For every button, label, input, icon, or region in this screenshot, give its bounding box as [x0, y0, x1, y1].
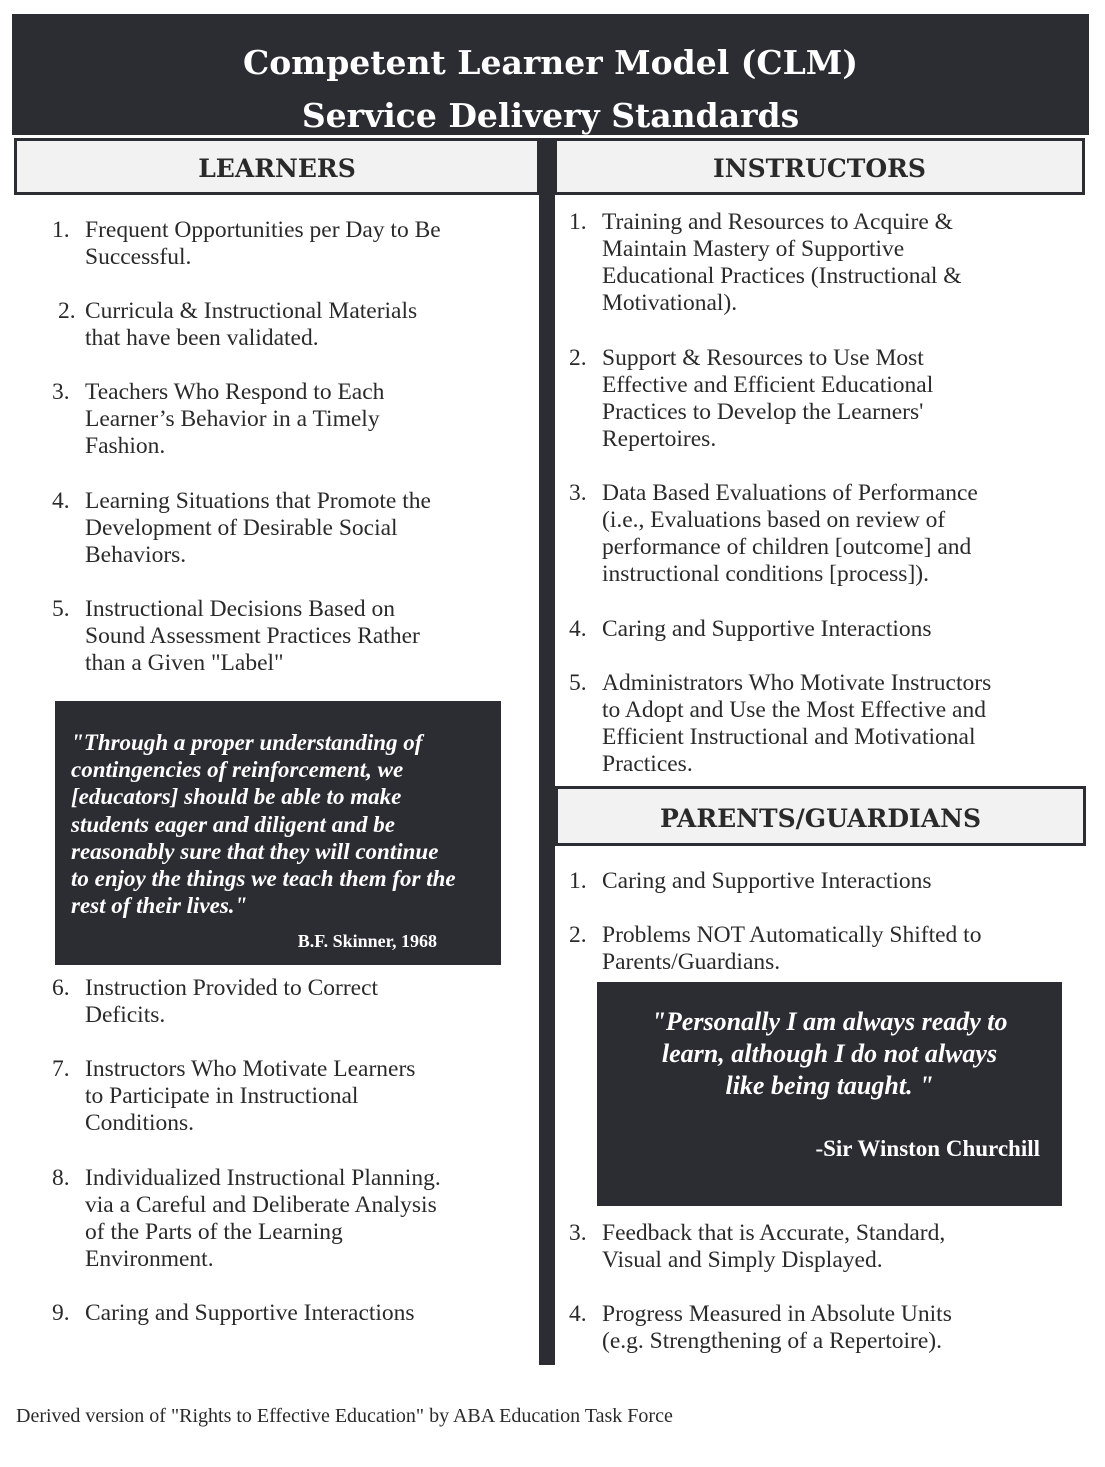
item-text: Feedback that is Accurate, Standard, Visual and Simply Displayed. — [602, 1220, 946, 1273]
item-number: 6. — [52, 975, 70, 1001]
title-line-2: Service Delivery Standards — [301, 96, 800, 135]
item-number: 4. — [569, 616, 587, 642]
item-number: 2. — [58, 298, 76, 324]
learners-heading — [14, 138, 540, 195]
item-number: 5. — [52, 596, 70, 622]
item-text: Teachers Who Respond to Each Learner’s Behavior in a Timely Fashion. — [85, 379, 385, 459]
item-text: Caring and Supportive Interactions — [602, 868, 932, 894]
item-number: 3. — [52, 379, 70, 405]
item-text: Instructional Decisions Based on Sound Assessment Practices Rather than a Given "Label" — [85, 596, 420, 676]
item-text: Training and Resources to Acquire & Maintain Mastery of Supportive Educational Practices (Instructional & Motivational). — [602, 209, 962, 316]
item-text: Progress Measured in Absolute Units (e.g. Strengthening of a Repertoire). — [602, 1301, 952, 1354]
item-text: Caring and Supportive Interactions — [602, 616, 932, 642]
item-number: 5. — [569, 670, 587, 696]
item-number: 2. — [569, 922, 587, 948]
instructors-heading — [554, 138, 1085, 195]
item-number: 2. — [569, 345, 587, 371]
skinner-quote-author: B.F. Skinner, 1968 — [297, 931, 437, 951]
item-text: Instructors Who Motivate Learners to Participate in Instructional Conditions. — [85, 1056, 416, 1136]
churchill-quote-author: -Sir Winston Churchill — [815, 1136, 1040, 1161]
item-number: 1. — [569, 868, 587, 894]
item-text: Data Based Evaluations of Performance (i.e., Evaluations based on review of performance of children [outcome] and instructional conditions [process]). — [602, 480, 978, 587]
instructors-heading-text: INSTRUCTORS — [713, 154, 926, 183]
churchill-quote-box — [597, 982, 1062, 1206]
item-text: Individualized Instructional Planning. via a Careful and Deliberate Analysis of the Parts of the Learning Environment. — [85, 1165, 441, 1272]
title-banner — [12, 14, 1089, 135]
item-text: Learning Situations that Promote the Development of Desirable Social Behaviors. — [85, 488, 431, 568]
item-number: 1. — [52, 217, 70, 243]
item-number: 1. — [569, 209, 587, 235]
item-text: Problems NOT Automatically Shifted to Parents/Guardians. — [602, 922, 982, 975]
learners-heading-text: LEARNERS — [198, 154, 356, 183]
item-number: 9. — [52, 1300, 70, 1326]
item-text: Frequent Opportunities per Day to Be Successful. — [85, 217, 441, 270]
item-number: 4. — [569, 1301, 587, 1327]
skinner-quote-box — [55, 701, 501, 965]
parents-heading — [555, 786, 1086, 846]
churchill-quote-text: "Personally I am always ready to learn, although I do not always like being taught. " — [651, 1007, 1008, 1100]
item-number: 8. — [52, 1165, 70, 1191]
column-divider — [539, 138, 555, 1365]
title-line-1: Competent Learner Model (CLM) — [243, 43, 858, 82]
item-number: 4. — [52, 488, 70, 514]
item-text: Instruction Provided to Correct Deficits. — [85, 975, 379, 1028]
item-text: Curricula & Instructional Materials that have been validated. — [85, 298, 418, 351]
item-text: Support & Resources to Use Most Effective and Efficient Educational Practices to Develop the Learners' Repertoires. — [602, 345, 934, 452]
item-text: Administrators Who Motivate Instructors to Adopt and Use the Most Effective and Efficient Instructional and Motivational Practices. — [602, 670, 992, 777]
footer-attribution: Derived version of "Rights to Effective Education" by ABA Education Task Force — [16, 1405, 673, 1427]
instructors-list — [569, 209, 1089, 779]
parents-heading-text: PARENTS/GUARDIANS — [659, 804, 982, 833]
item-number: 3. — [569, 480, 587, 506]
skinner-quote-text: "Through a proper understanding of contingencies of reinforcement, we [educators] should be able to make students eager and diligent and be reasonably sure that they will continue to enjoy the things we teach them for the rest of their lives." — [71, 730, 456, 919]
item-text: Caring and Supportive Interactions — [85, 1300, 415, 1326]
item-number: 7. — [52, 1056, 70, 1082]
item-number: 3. — [569, 1220, 587, 1246]
